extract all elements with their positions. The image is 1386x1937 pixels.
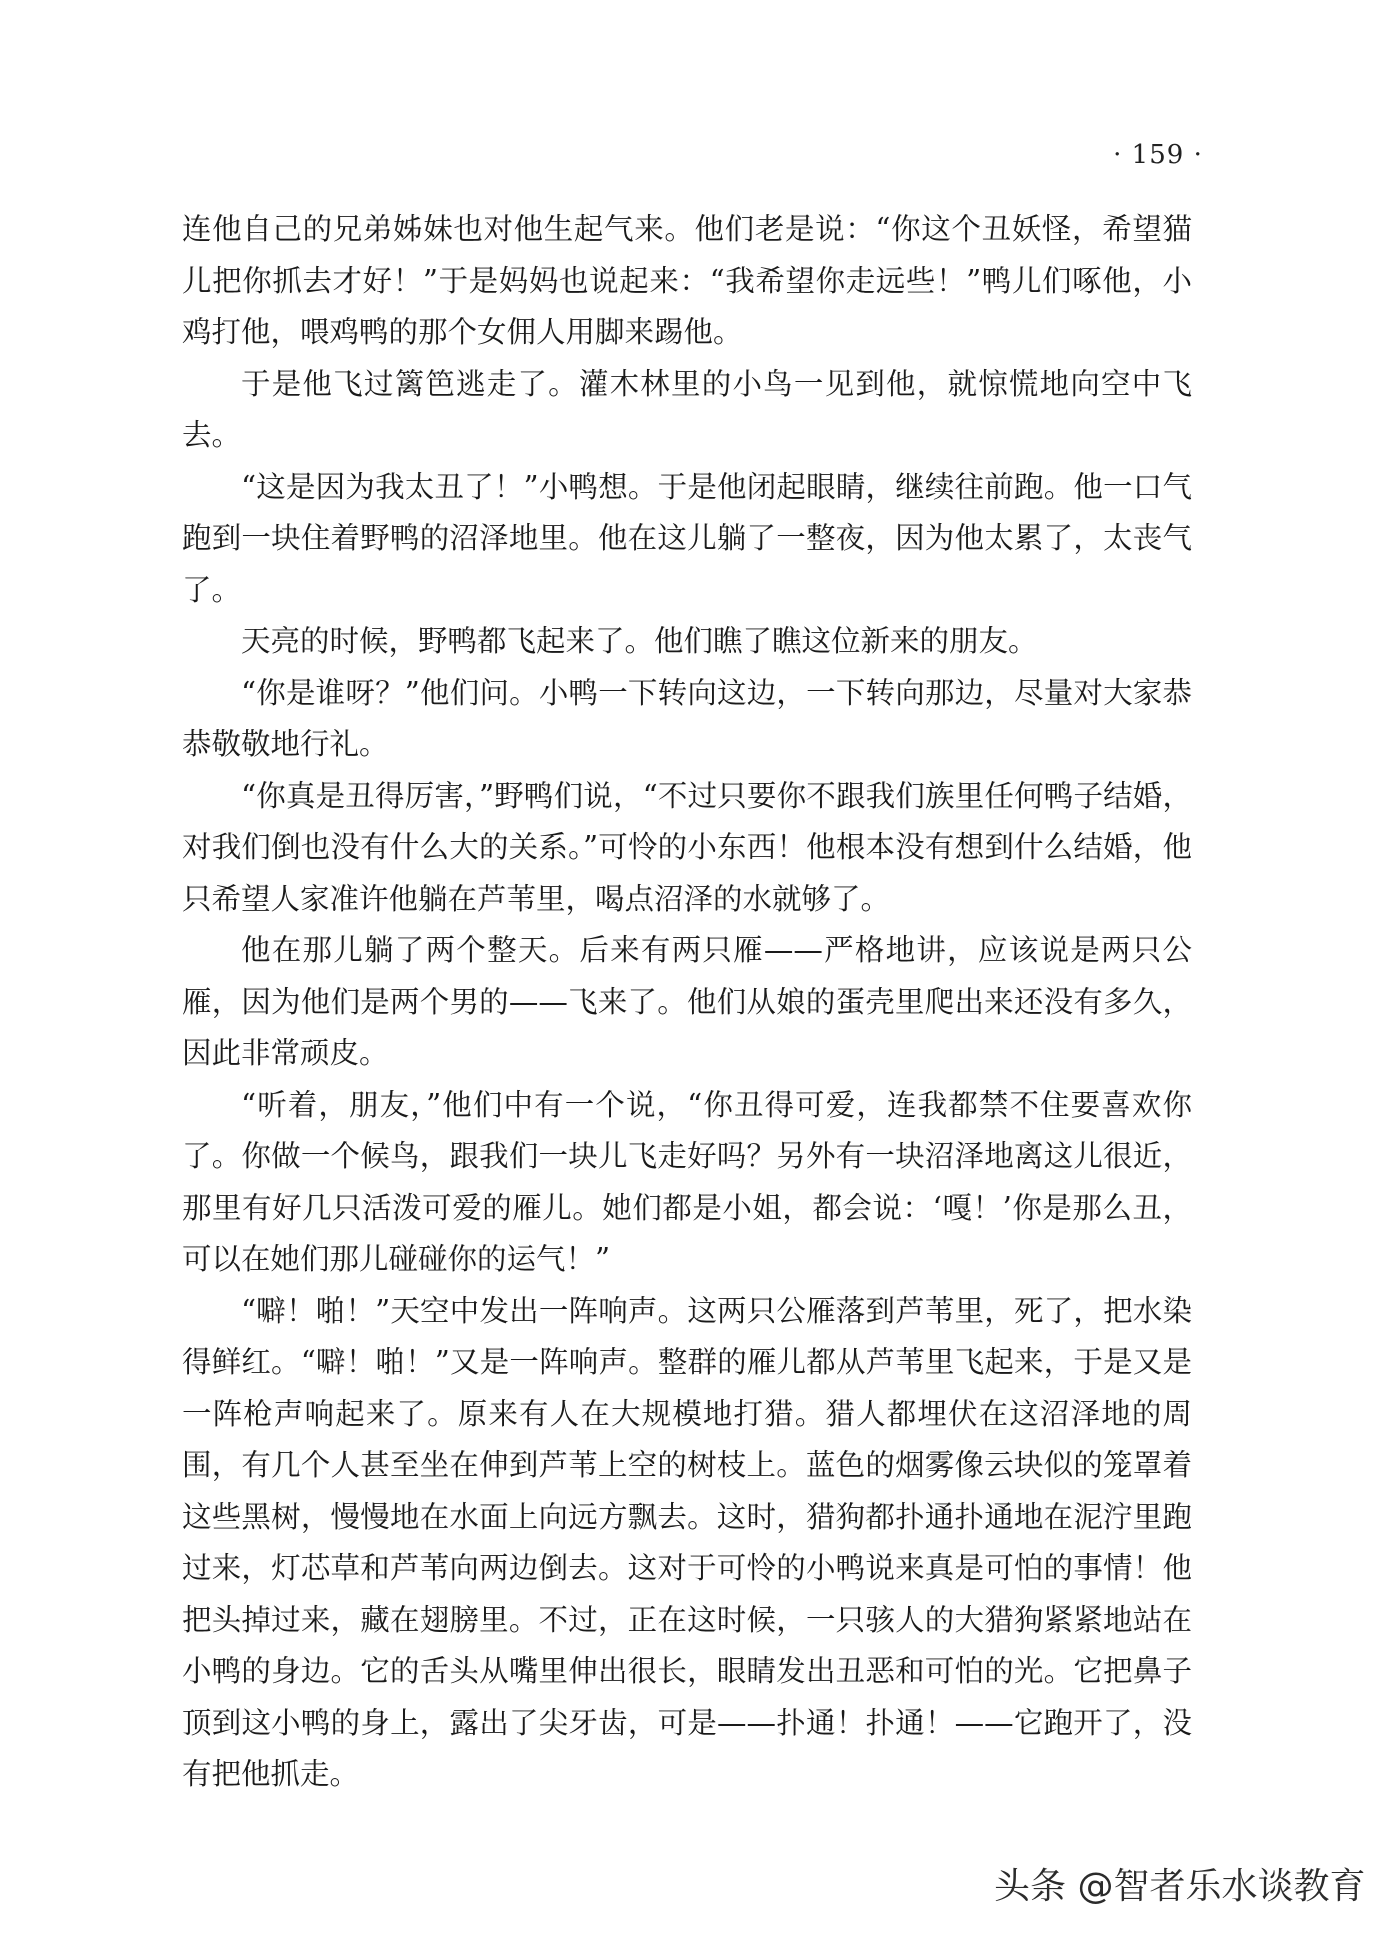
paragraph: 他在那儿躺了两个整天。后来有两只雁——严格地讲，应该说是两只公雁，因为他们是两个男的——飞来了。他们从娘的蛋壳里爬出来还没有多久，因此非常顽皮。 — [182, 933, 1192, 1070]
paragraph: “你真是丑得厉害，”野鸭们说，“不过只要你不跟我们族里任何鸭子结婚，对我们倒也没有什么大的关系。”可怜的小东西！他根本没有想到什么结婚，他只希望人家准许他躺在芦苇里，喝点沼泽的水就够了。 — [182, 778, 1192, 916]
paragraph: “这是因为我太丑了！”小鸭想。于是他闭起眼睛，继续往前跑。他一口气跑到一块住着野鸭的沼泽地里。他在这儿躺了一整夜，因为他太累了，太丧气了。 — [182, 469, 1192, 607]
paragraph: “听着，朋友，”他们中有一个说，“你丑得可爱，连我都禁不住要喜欢你了。你做一个候鸟，跟我们一块儿飞走好吗？另外有一块沼泽地离这儿很近，那里有好几只活泼可爱的雁儿。她们都是小姐，都会说：‘嘎！’你是那么丑，可以在她们那儿碰碰你的运气！” — [182, 1087, 1192, 1276]
paragraph: 于是他飞过篱笆逃走了。灌木林里的小鸟一见到他，就惊慌地向空中飞去。 — [182, 366, 1192, 452]
paragraph: 天亮的时候，野鸭都飞起来了。他们瞧了瞧这位新来的朋友。 — [241, 624, 1038, 658]
paragraph: “噼！啪！”天空中发出一阵响声。这两只公雁落到芦苇里，死了，把水染得鲜红。“噼！啪！”又是一阵响声。整群的雁儿都从芦苇里飞起来，于是又是一阵枪声响起来了。原来有人在大规模地打猎。猎人都埋伏在这沼泽地的周围，有几个人甚至坐在伸到芦苇上空的树枝上。蓝色的烟雾像云块似的笼罩着这些黑树，慢慢地在水面上向远方飘去。这时，猎狗都扑通扑通地在泥泞里跑过来，灯芯草和芦苇向两边倒去。这对于可怜的小鸭说来真是可怕的事情！他把头掉过来，藏在翅膀里。不过，正在这时候，一只骇人的大猎狗紧紧地站在小鸭的身边。它的舌头从嘴里伸出很长，眼睛发出丑恶和可怕的光。它把鼻子顶到这小鸭的身上，露出了尖牙齿，可是——扑通！扑通！——它跑开了，没有把他抓走。 — [182, 1293, 1192, 1791]
page-number: · 159 · — [1113, 140, 1203, 170]
paragraph: 连他自己的兄弟姊妹也对他生起气来。他们老是说：“你这个丑妖怪，希望猫儿把你抓去才好！”于是妈妈也说起来：“我希望你走远些！”鸭儿们啄他，小鸡打他，喂鸡鸭的那个女佣人用脚来踢他。 — [182, 212, 1192, 349]
paragraph: “你是谁呀？”他们问。小鸭一下转向这边，一下转向那边，尽量对大家恭恭敬敬地行礼。 — [182, 675, 1192, 761]
story-text — [182, 204, 1192, 1801]
watermark: 头条 @智者乐水谈教育 — [994, 1866, 1366, 1907]
